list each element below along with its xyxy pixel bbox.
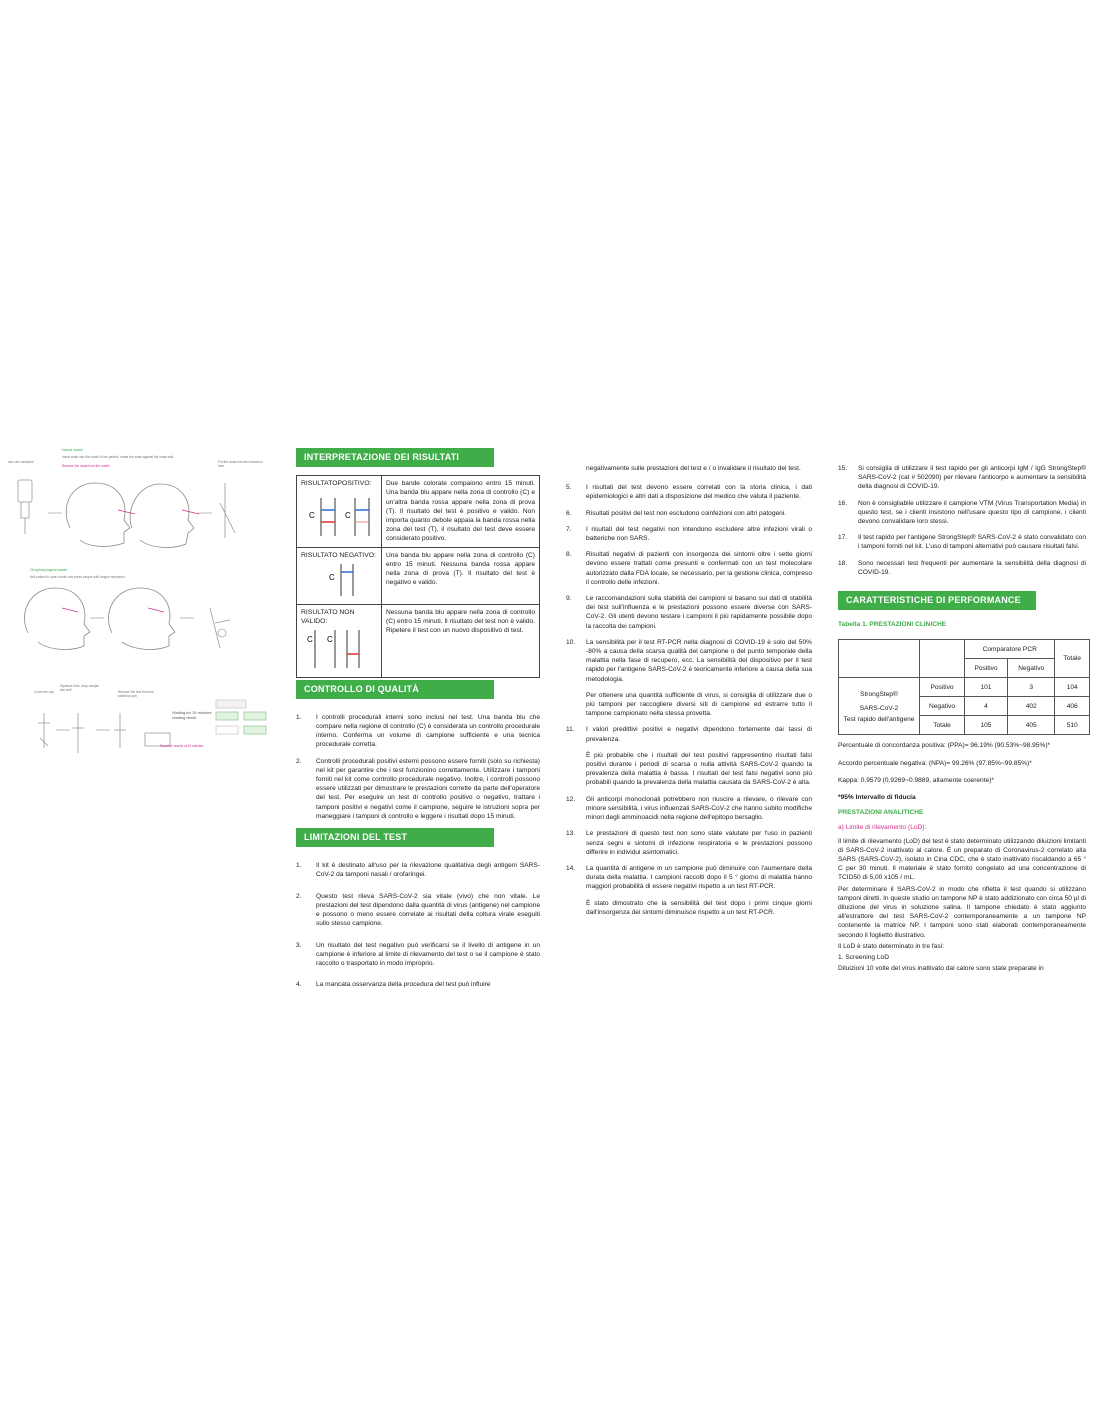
results-table [296,475,540,677]
list-item: 7. I risultati del test negativi non intendono escludere altre infezioni virali o batteriche non SARS. [566,525,812,543]
list-item: 11. I valori predittivi positivi e negativi dipendono fortemente dai tassi di prevalenza. [566,726,812,743]
table-title: Tabella 1. PRESTAZIONI CLINICHE [838,621,947,629]
table-row: Negativo 4 402 406 [839,697,1090,716]
invalid-strip-icon [301,626,373,670]
procedure-illustrations [0,448,282,768]
strip-c-label: C [309,511,315,521]
table-row: Totale 105 405 510 [839,716,1090,735]
nasal-step: Insert swab into the nostril of the patient, rotate the swab against the nasal wall [62,455,174,459]
list-item: 8. Risultati negativi di pazienti con insorgenza dei sintomi oltre i sette giorni devono essere trattati come presunti e confermati con un test molecolare autorizzato dalla FDA locale, se necessario, per la gestione clinica, compreso il controllo delle infezioni. [566,551,812,586]
result-label: RISULTATO NON VALIDO: [301,609,355,626]
clinical-performance-table [838,639,1090,735]
list-item: 6. Risultati positivi del test non escludono coinfezioni con altri patogeni. [566,509,787,517]
caption-top: ione del campione [8,460,34,464]
positive-header: Positivo [965,659,1008,678]
comparator-header: Comparatore PCR [965,640,1055,659]
svg-text:C: C [307,635,313,645]
list-item: 2. Questo test rileva SARS-CoV-2 sia vitale (vivo) che non vitale. Le prestazioni del test dipendono dalla quantità di virus (antigene) nel campione e possono o meno essere correlate ai risultati della coltura virale eseguiti sullo stesso campione. [296,892,540,928]
result-row-positive [297,476,540,547]
column-performance [838,464,1086,974]
paragraph: È stato dimostrato che la sensibilità del test dopo i primi cinque giorni dall'insorgenza dei sintomi diminuisce rispetto a un test RT-PCR. [586,899,812,916]
ppa-text: Percentuale di concordanza positiva: (PPA)= 96.19% (90.53%~98.95%)* [838,742,1051,750]
list-item: 1. Il kit è destinato all'uso per la rilevazione qualitativa degli antigeni SARS-CoV-2 da tamponi nasali / orofaringei. [296,862,540,879]
table-row [839,640,1090,659]
list-item: 17. Il test rapido per l'antigene StrongStep® SARS-CoV-2 è stato convalidato con i tamponi forniti nel kit. L'uso di tamponi alternativi può causare risultati falsi. [838,534,1086,551]
nasal-note: Remove the swab from the nostril [62,464,110,468]
bottom-b: Squeeze tube, drop sample into well [60,684,99,692]
paragraph: Per ottenere una quantità sufficiente di virus, si consiglia di utilizzare due o più tamponi per raccogliere diversi siti di campione ed estrarre tutto il tampone campionato nella stessa provetta. [586,691,812,718]
result-text: Nessuna banda blu appare nella zona di controllo (C) entro 15 minuti. Il risultato del test non è valido. Ripetere il test con un nuovo dispositivo di test. [382,605,540,678]
paragraph: È più probabile che i risultati del test positivi rappresentino risultati falsi positivi durante i periodi di scarsa o nulla attività SARS-CoV-2 quando la prevalenza della malattia è bassa. I risultati del test falsi negativi sono più probabili quando la prevalenza della malattia causata da SARS-CoV-2 è alta. [586,751,812,787]
bottom-c: Remove the test from the sealed pouch [118,690,154,698]
limitations-list [296,861,540,989]
list-item: 5. I risultati del test devono essere correlati con la storia clinica, i dati epidemiologici e altri dati a disposizione del medico che valuta il paziente. [566,484,812,501]
list-item: 1. I controlli procedurali interni sono inclusi nel test. Una banda blu che compare nella regione di controllo (C) è considerata un controllo procedurale interno. Conferma un volume di campione sufficiente e una tecnica procedurale corretta. [296,713,540,749]
list-item: 14. La quantità di antigene in un campione può diminuire con l'aumentare della durata della malattia. I campioni raccolti dopo il 5 ° giorno di malattia hanno maggiori probabilità di essere negativi rispetto a un test RT-PCR. [566,864,812,891]
lod-paragraph-1: Il limite di rilevamento (LoD) del test è stato determinato utilizzando diluizioni limitanti di SARS-CoV-2 inattivato al calore. È un preparato di Coronavirus-2 correlato alla SARS (SARS-CoV-2), isolato in Cina CDC, che è stato inattivato riscaldando a 65 ° C per 30 minuti. Il materiale è stato fornito congelato ad una concentrazione di TCID50 di 5,00 x105 / mL. [838,837,1086,882]
list-item: 15. Si consiglia di utilizzare il test rapido per gli anticorpi IgM / IgG StrongStep® SARS-CoV-2 (cat # 502090) per rilevare l'anticorpo e aumentare la sensibilità della diagnosi di COVID-19. [838,465,1086,491]
bottom-d: Read the results at 15 minutes [160,744,204,748]
list-item: 2. Controlli procedurali positivi esterni possono essere forniti (solo su richiesta) nel kit per garantire che i test funzionino correttamente. Utilizzare i tamponi forniti nel kit come controllo procedurale negativo. Inoltre, i controlli possono essere utilizzati per dimostrare le prestazioni corrette da parte dell'operatore del test. Per eseguire un test di controllo positivo o negativo, trattare i tamponi positivi e negativi come il campione, seguire le istruzioni sopra per maneggiare i tamponi di controllo e leggere i risultati dopo 15 minuti. [296,757,540,820]
step-right: Put the swab into the extraction tube [218,460,263,468]
analytic-header: PRESTAZIONI ANALITICHE [838,809,924,817]
svg-text:C: C [345,511,351,521]
lod-paragraph-5: Diluizioni 10 volte del virus inattivato dal calore sono state preparate in [838,965,1044,973]
negative-strip-icon [301,560,373,598]
ci-text: *95% Intervallo di fiducia [838,794,916,802]
interp-header: INTERPRETAZIONE DEI RISULTATI [296,448,494,467]
column-interpretation [296,448,540,996]
procedure-drawings [0,448,282,768]
nasal-title: Nasal swab [62,447,83,452]
result-label: RISULTATOPOSITIVO: [301,480,372,488]
qc-list [296,713,540,821]
result-text: Una banda blu appare nella zona di controllo (C) entro 15 minuti. Nessuna banda rossa appare nella zona di prova (T). Il risultato del test è negativo e valido. [382,547,540,604]
svg-text:C: C [329,572,335,582]
result-row-invalid [297,605,540,678]
continued-text: negativamente sulle prestazioni del test e / o invalidare il risultato del test. [586,465,801,472]
list-item: 16. Non è consigliabile utilizzare il campione VTM (Virus Transportation Media) in questo test, se i clienti insistono nell'usare questo tipo di campione, i clienti devono convalidare loro stessi. [838,499,1086,526]
list-item: 13. Le prestazioni di questo test non sono state valutate per l'uso in pazienti senza segni e sintomi di infezione respiratoria e le prestazioni possono differire in individui asintomatici. [566,830,812,856]
svg-text:C: C [327,635,333,645]
list-item: 3. Un risultato del test negativo può verificarsi se il livello di antigene in un campione è inferiore al limite di rilevamento del test o se il campione è stato raccolto o trasportato in modo improprio. [296,941,540,967]
oro-title: Oropharyngeal swab [30,567,67,572]
performance-header: CARATTERISTICHE DI PERFORMANCE [838,591,1036,610]
limitations-header: LIMITAZIONI DEL TEST [296,828,494,847]
result-text: Due bande colorate compaiono entro 15 minuti. Una banda blu appare nella zona di controllo (C) e un'altra banda rossa appare nella zona di prova (T). Il risultato del test è positivo e valido. Non importa quanto debole appaia la banda rossa nella zona del test (T), il risultato del test deve essere considerato positivo. [382,476,540,547]
table-row: StrongStep® SARS-CoV-2 Test rapido dell'antigene Positivo 101 3 104 [839,678,1090,697]
list-item: 9. Le raccomandazioni sulla stabilità dei campioni si basano sui dati di stabilità dei test sull'influenza e le prestazioni possono essere diverse con SARS-CoV-2. Gli utenti devono testare i campioni il più rapidamente possibile dopo la raccolta dei campioni. [566,595,812,630]
qc-header: CONTROLLO DI QUALITÀ [296,680,494,699]
bottom-a: Cover the cap [34,690,54,694]
npa-text: Accordo percentuale negativa: (NPA)= 99.26% (97.85%~99.85%)* [838,759,1032,767]
lod-paragraph-2: Per determinare il SARS-CoV-2 in modo che rifletta il test quando si utilizzano tamponi diretti. In queste studio un tampone NP è stato addizionato con circa 50 µl di diluizione del virus in soluzione salina. Il tampone chiedato è stato aggiunto all'estrattore del test SARS-CoV-2 contemporaneamente a un tampone NP contenente la matrice NP. I tamponi sono stati elaborati contemporaneamente secondo il foglietto illustrativo. [838,885,1086,939]
dropper-bottle-icon [18,480,32,534]
wait-text: Waiting for 15 minutes reading result [172,710,212,720]
result-label: RISULTATO NEGATIVO: [301,551,376,559]
negative-header: Negativo [1007,659,1054,678]
result-row-negative [297,547,540,604]
list-item: 18. Sono necessari test frequenti per aumentare la sensibilità della diagnosi di COVID-19. [838,559,1086,576]
kappa-text: Kappa: 0.9579 (0.9269~0.9889, altamente coerente)* [838,776,994,784]
lod-paragraph-3: Il LoD è stato determinato in tre fasi: [838,942,944,950]
lod-title: a) Limite di rilevamento (LoD): [838,824,927,832]
product-cell: StrongStep® SARS-CoV-2 Test rapido dell'antigene [839,678,920,735]
oro-step: Ask patient to open mouth and press tongue with tongue depressor [30,575,125,579]
column-limitations-cont [566,464,812,924]
head-profile-icon [48,483,235,547]
list-item: 10. La sensibilità per il test RT-PCR nella diagnosi di COVID-19 è solo del 50% -80% a causa della scarsa qualità del campione o del punto temporale della malattia nella fase di recupero, ecc. La sensibilità del dispositivo per il test rapido per l'antigene SARS-CoV-2 è teoricamente inferiore a causa della sua metodologia. [566,638,812,683]
list-item: 4. La mancata osservanza della procedura del test può influire [296,981,491,989]
total-header: Totale [1055,640,1090,678]
lod-paragraph-4: 1. Screening LoD [838,954,889,962]
positive-strip-icon [301,488,373,538]
list-item: 12. Gli anticorpi monoclonali potrebbero non riuscire a rilevare, o rilevare con minore sensibilità, i virus influenzali SARS-CoV-2 che hanno subito modifiche minori degli amminoacidi nella regione dell'epitopo bersaglio. [566,795,812,822]
